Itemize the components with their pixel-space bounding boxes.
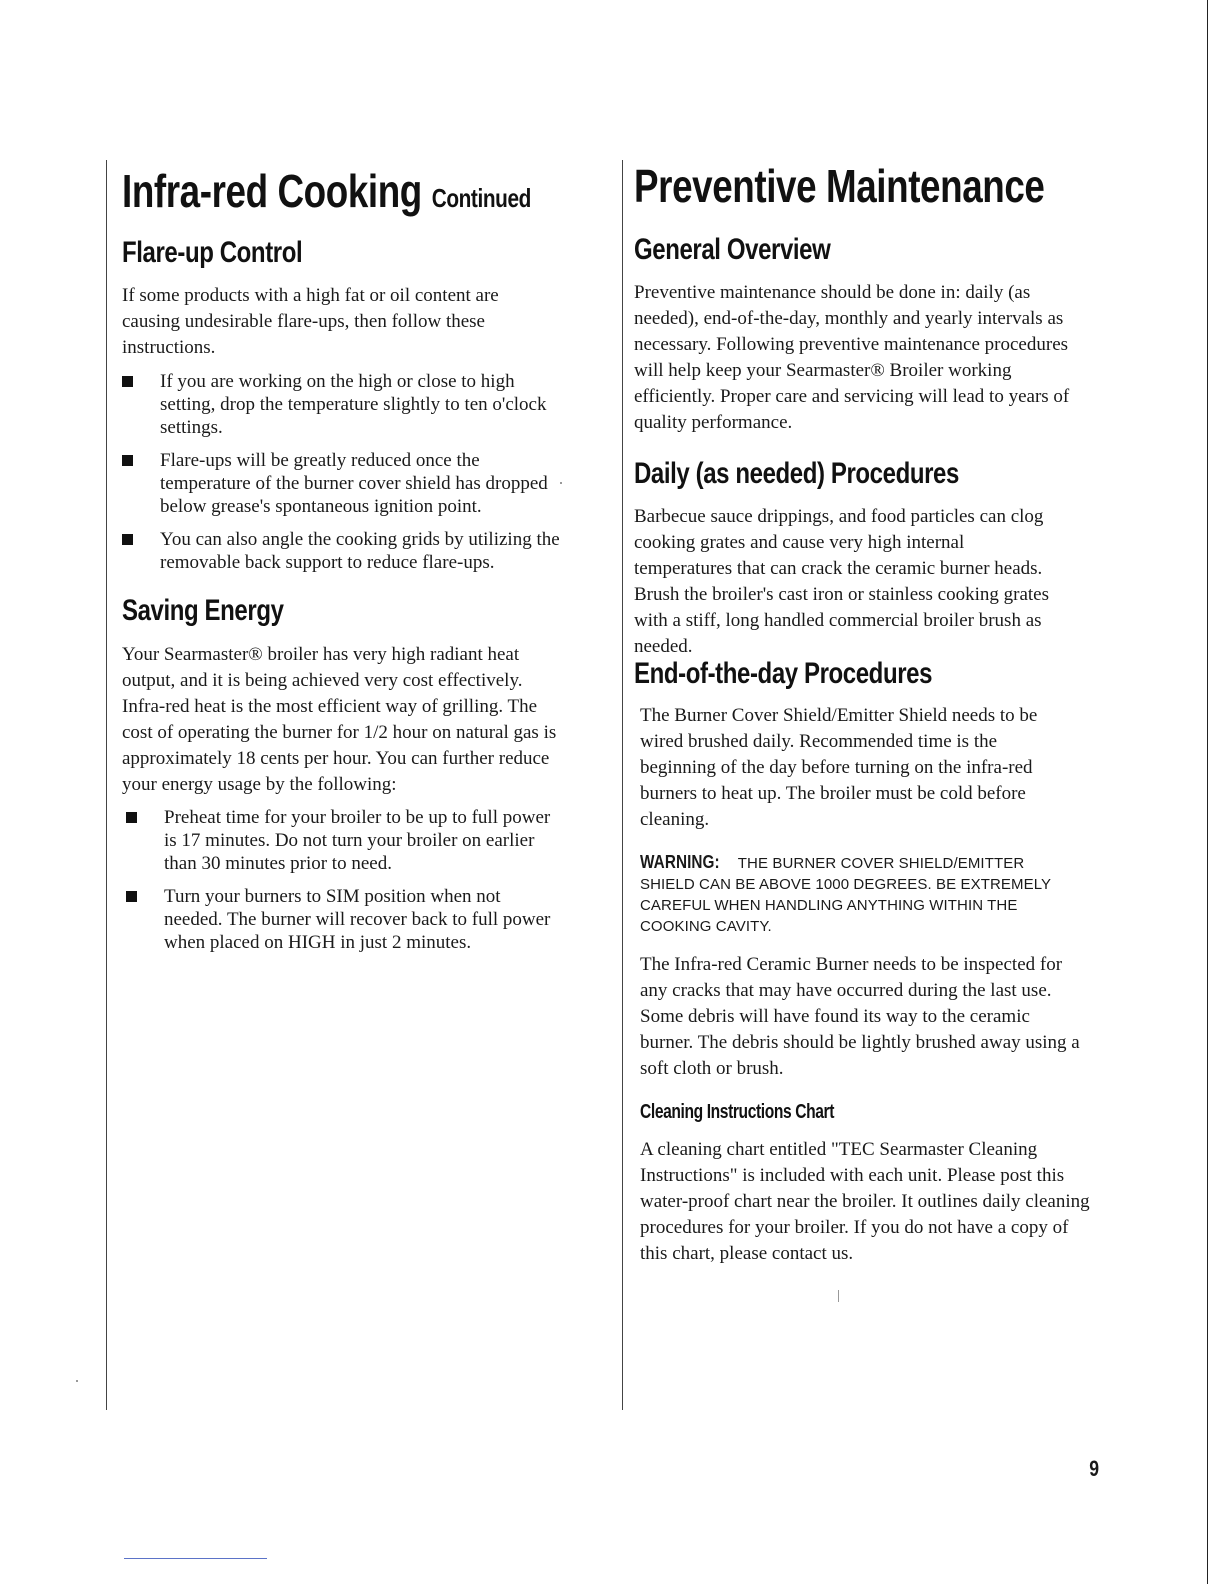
eod-text-2: The Infra-red Ceramic Burner needs to be inspected for any cracks that may have occurred during the last use. Some debris will have found its way to the ceramic burner. The debris should be lightly brushed away using a soft cloth or brush. (640, 954, 1080, 1079)
flare-heading: Flare-up Control (122, 236, 303, 269)
list-item-text: Preheat time for your broiler to be up to full power is 17 minutes. Do not turn your broiler on earlier than 30 minutes prior to need. (164, 807, 551, 874)
list-item (126, 806, 556, 875)
eod-heading: End-of-the-day Procedures (634, 657, 933, 690)
chart-heading: Cleaning Instructions Chart (640, 1101, 835, 1123)
overview-text: Preventive maintenance should be done in: daily (as needed), end-of-the-day, monthly and yearly intervals as necessary. Following preventive maintenance procedures will help keep your Searmaster® Broiler working efficiently. Proper care and servicing will lead to years of quality performance. (634, 282, 1070, 433)
bullet-square-icon (122, 534, 133, 545)
bullet-square-icon (126, 812, 137, 823)
daily-text: Barbecue sauce drippings, and food particles can clog cooking grates and cause very high internal temperatures that can crack the ceramic burner heads. Brush the broiler's cast iron or stainless cooking grates with a stiff, long handled commercial broiler brush as needed. (634, 506, 1050, 657)
page-number: 9 (1089, 1456, 1100, 1481)
scan-speck (838, 1290, 839, 1302)
scan-speck (76, 1380, 78, 1382)
footer-line (124, 1558, 267, 1559)
list-item-text: If you are working on the high or close to high setting, drop the temperature slightly to ten o'clock settings. (160, 371, 547, 438)
left-column-rule (106, 160, 107, 1410)
chart-text: A cleaning chart entitled "TEC Searmaster Cleaning Instructions" is included with each unit. Please post this water-proof chart near the broiler. It outlines daily cleaning procedures for your broiler. If you do not have a copy of this chart, please contact us. (640, 1139, 1090, 1264)
page-title-left (122, 165, 531, 224)
list-item (122, 370, 562, 439)
flare-bullets (122, 370, 562, 574)
list-item-text: You can also angle the cooking grids by utilizing the removable back support to reduce flare-ups. (160, 529, 560, 573)
warning-label: WARNING: (640, 852, 720, 872)
scan-speck (560, 482, 562, 484)
list-item-text: Flare-ups will be greatly reduced once the temperature of the burner cover shield has dropped below grease's spontaneous ignition point. (160, 450, 548, 517)
warning-text: THE BURNER COVER SHIELD/EMITTER SHIELD CAN BE ABOVE 1000 DEGREES. BE EXTREMELY CAREFUL WHEN HANDLING ANYTHING WITHIN THE COOKING CAVITY. (640, 855, 1051, 935)
bullet-square-icon (122, 376, 133, 387)
bullet-square-icon (126, 891, 137, 902)
list-item (122, 528, 562, 574)
title-text: Infra-red Cooking (122, 165, 422, 217)
eod-text: The Burner Cover Shield/Emitter Shield needs to be wired brushed daily. Recommended time is the beginning of the day before turning on the infra-red burners to heat up. The broiler must be cold before cleaning. (640, 705, 1038, 830)
list-item-text: Turn your burners to SIM position when not needed. The burner will recover back to full power when placed on HIGH in just 2 minutes. (164, 886, 551, 953)
page-title-right: Preventive Maintenance (634, 160, 1045, 212)
energy-bullets (126, 806, 556, 954)
energy-heading: Saving Energy (122, 594, 284, 627)
list-item (126, 885, 556, 954)
list-item (122, 449, 562, 518)
daily-heading: Daily (as needed) Procedures (634, 457, 959, 490)
flare-intro: If some products with a high fat or oil content are causing undesirable flare-ups, then follow these instructions. (122, 285, 499, 358)
energy-intro: Your Searmaster® broiler has very high radiant heat output, and it is being achieved very cost effectively. Infra-red heat is the most efficient way of grilling. The cost of operating the burner for 1/2 hour on natural gas is approximately 18 cents per hour. You can further reduce your energy usage by the following: (122, 644, 557, 795)
right-edge-rule (1207, 0, 1208, 1584)
center-column-rule (622, 160, 623, 1410)
overview-heading: General Overview (634, 233, 831, 266)
title-suffix: Continued (431, 183, 531, 213)
warning-block (640, 852, 1070, 937)
bullet-square-icon (122, 455, 133, 466)
